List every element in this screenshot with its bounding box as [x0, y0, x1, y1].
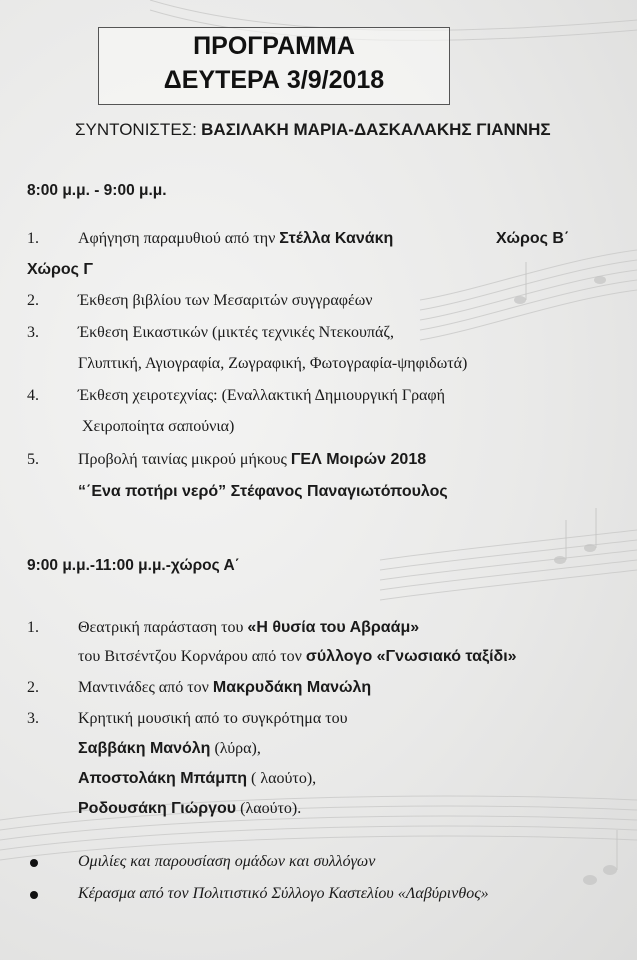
bullet-icon: [30, 859, 38, 867]
s2-item2-text: Μαντινάδες από τον Μακρυδάκη Μανώλη: [78, 679, 372, 696]
title-box: [98, 27, 450, 105]
s1-item3-text2: Γλυπτική, Αγιογραφία, Ζωγραφική, Φωτογραφία-ψηφιδωτά): [78, 355, 468, 372]
bullet-item-2: Κέρασμα από τον Πολιτιστικό Σύλλογο Καστελίου «Λαβύρινθος»: [78, 885, 489, 902]
s1-item3-number: 3.: [27, 324, 39, 341]
program-date: ΔΕΥΤΕΡΑ 3/9/2018: [163, 66, 385, 94]
s1-item4-text: Έκθεση χειροτεχνίας: (Εναλλακτική Δημιουργική Γραφή: [78, 387, 446, 404]
s2-item1-text: Θεατρική παράσταση του «Η θυσία του Αβραάμ»: [78, 619, 420, 636]
section1-heading: 8:00 μ.μ. - 9:00 μ.μ.: [27, 182, 167, 199]
performer-3: Ροδουσάκη Γιώργου (λαούτο).: [78, 800, 302, 817]
s1-item1-number: 1.: [27, 230, 39, 247]
s1-item1-room-b: Χώρος Β΄: [496, 230, 570, 247]
s1-item1-room-g: Χώρος Γ: [27, 261, 94, 278]
s1-item2-text: Έκθεση βιβλίου των Μεσαριτών συγγραφέων: [78, 292, 373, 309]
program-title: ΠΡΟΓΡΑΜΜΑ: [193, 32, 355, 60]
s2-item3-text: Κρητική μουσική από το συγκρότημα του: [78, 710, 348, 727]
s2-item3-number: 3.: [27, 710, 39, 727]
coordinators-label: ΣΥΝΤΟΝΙΣΤΕΣ:: [75, 120, 197, 139]
s1-item2-number: 2.: [27, 292, 39, 309]
s1-item5-text: Προβολή ταινίας μικρού μήκους ΓΕΛ Μοιρών 2018: [78, 451, 427, 468]
s1-item4-text2: Χειροποίητα σαπούνια): [82, 418, 235, 435]
bullet-item-1: Ομιλίες και παρουσίαση ομάδων και συλλόγων: [78, 853, 376, 870]
performer-2: Αποστολάκη Μπάμπη ( λαούτο),: [78, 770, 317, 787]
s2-item2-number: 2.: [27, 679, 39, 696]
coordinators-names: ΒΑΣΙΛΑΚΗ ΜΑΡΙΑ-ΔΑΣΚΑΛΑΚΗΣ ΓΙΑΝΝΗΣ: [201, 120, 551, 139]
s1-item1-text: Αφήγηση παραμυθιού από την Στέλλα Κανάκη: [78, 230, 394, 247]
s2-item1-number: 1.: [27, 619, 39, 636]
s1-item4-number: 4.: [27, 387, 39, 404]
s1-item3-text: Έκθεση Εικαστικών (μικτές τεχνικές Ντεκουπάζ,: [78, 324, 395, 341]
bullet-icon: [30, 891, 38, 899]
s2-item1-line2: του Βιτσέντζου Κορνάρου από τον σύλλογο «Γνωσιακό ταξίδι»: [78, 648, 517, 665]
s1-item5-number: 5.: [27, 451, 39, 468]
section2-heading: 9:00 μ.μ.-11:00 μ.μ.-χώρος Α΄: [27, 557, 240, 574]
s1-item5-film-title: “΄Ενα ποτήρι νερό” Στέφανος Παναγιωτόπουλος: [78, 483, 448, 500]
coordinators-line: [75, 120, 551, 140]
performer-1: Σαββάκη Μανόλη (λύρα),: [78, 740, 261, 757]
